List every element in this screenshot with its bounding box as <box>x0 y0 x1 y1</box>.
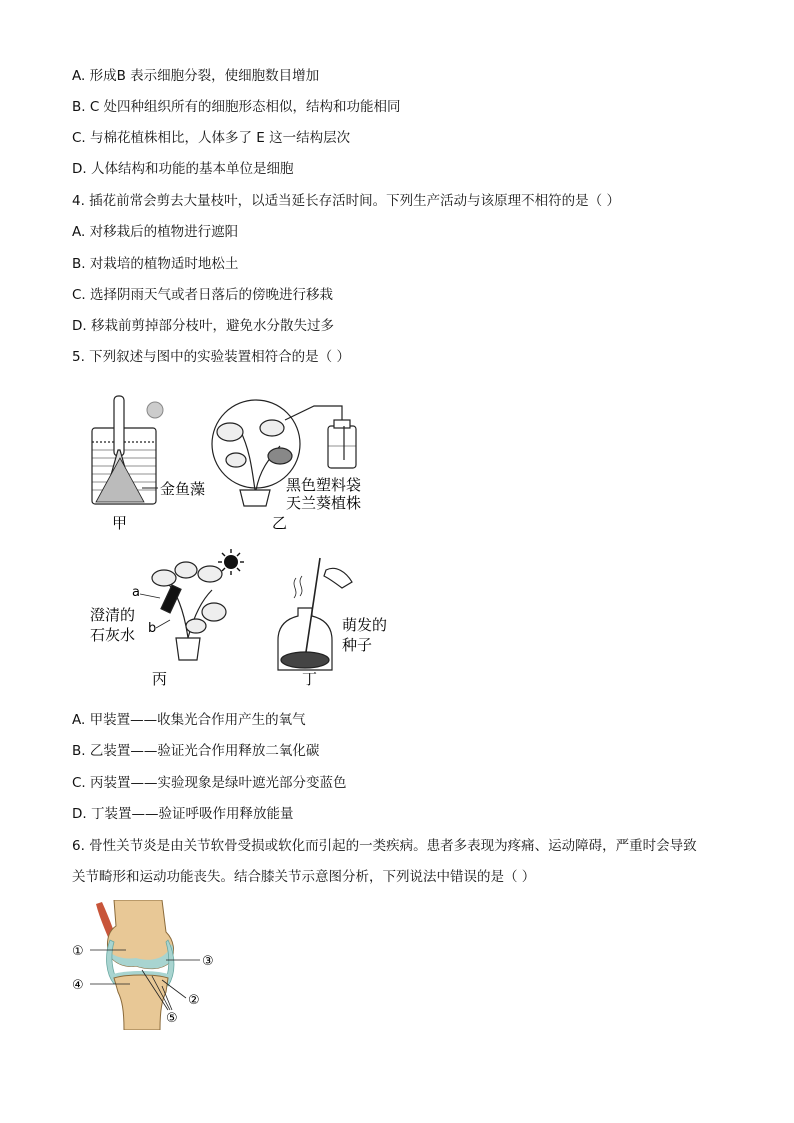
q6-stem-line-1: 6. 骨性关节炎是由关节软骨受损或软化而引起的一类疾病。患者多表现为疼痛、运动障碍，严重时会导致 <box>72 838 697 854</box>
yi-label-plant: 天兰葵植株 <box>286 494 362 512</box>
label-1: ① <box>72 944 84 959</box>
jia-light-bulb <box>147 402 163 418</box>
bing-label-limewater-2: 石灰水 <box>90 626 136 644</box>
ding-apparatus <box>278 558 352 670</box>
bing-caption: 丙 <box>152 670 168 688</box>
label-5: ⑤ <box>166 1011 178 1026</box>
q5-option-d: D. 丁装置——验证呼吸作用释放能量 <box>72 806 294 822</box>
q3-option-c: C. 与棉花植株相比，人体多了 E 这一结构层次 <box>72 130 351 146</box>
jia-label: 金鱼藻 <box>160 480 206 498</box>
q4-option-b: B. 对栽培的植物适时地松土 <box>72 256 239 272</box>
bing-sun-icon <box>224 555 238 569</box>
q3-option-d: D. 人体结构和功能的基本单位是细胞 <box>72 161 294 177</box>
label-3: ③ <box>202 954 214 969</box>
q5-experiment-figure <box>80 390 420 690</box>
bing-label-a: a <box>132 585 140 600</box>
yi-label-bag: 黑色塑料袋 <box>286 476 362 494</box>
q3-option-a: A. 形成B 表示细胞分裂，使细胞数目增加 <box>72 68 320 84</box>
ding-label-seeds-1: 萌发的 <box>342 616 388 634</box>
q3-option-b: B. C 处四种组织所有的细胞形态相似，结构和功能相同 <box>72 99 401 115</box>
q6-stem-line-2: 关节畸形和运动功能丧失。结合膝关节示意图分析，下列说法中错误的是（ ） <box>72 869 536 885</box>
q5-option-a: A. 甲装置——收集光合作用产生的氧气 <box>72 712 306 728</box>
jia-caption: 甲 <box>112 514 128 532</box>
ding-caption: 丁 <box>302 670 318 688</box>
q4-option-a: A. 对移栽后的植物进行遮阳 <box>72 224 239 240</box>
q5-option-c: C. 丙装置——实验现象是绿叶遮光部分变蓝色 <box>72 775 347 791</box>
label-4: ④ <box>72 978 84 993</box>
bing-label-limewater-1: 澄清的 <box>90 606 136 624</box>
q5-option-b: B. 乙装置——验证光合作用释放二氧化碳 <box>72 743 320 759</box>
ding-label-seeds-2: 种子 <box>342 636 373 654</box>
label-2: ② <box>188 993 200 1008</box>
q4-option-d: D. 移栽前剪掉部分枝叶，避免水分散失过多 <box>72 318 334 334</box>
q5-stem: 5. 下列叙述与图中的实验装置相符合的是（ ） <box>72 349 350 365</box>
yi-caption: 乙 <box>272 514 288 532</box>
knee-joint-figure <box>70 900 230 1030</box>
tibia-bone <box>114 975 168 1030</box>
q4-stem: 4. 插花前常会剪去大量枝叶，以适当延长存活时间。下列生产活动与该原理不相符的是（ ） <box>72 193 620 209</box>
q4-option-c: C. 选择阴雨天气或者日落后的傍晚进行移栽 <box>72 287 334 303</box>
bing-label-b: b <box>148 621 157 636</box>
bing-apparatus <box>152 562 226 660</box>
